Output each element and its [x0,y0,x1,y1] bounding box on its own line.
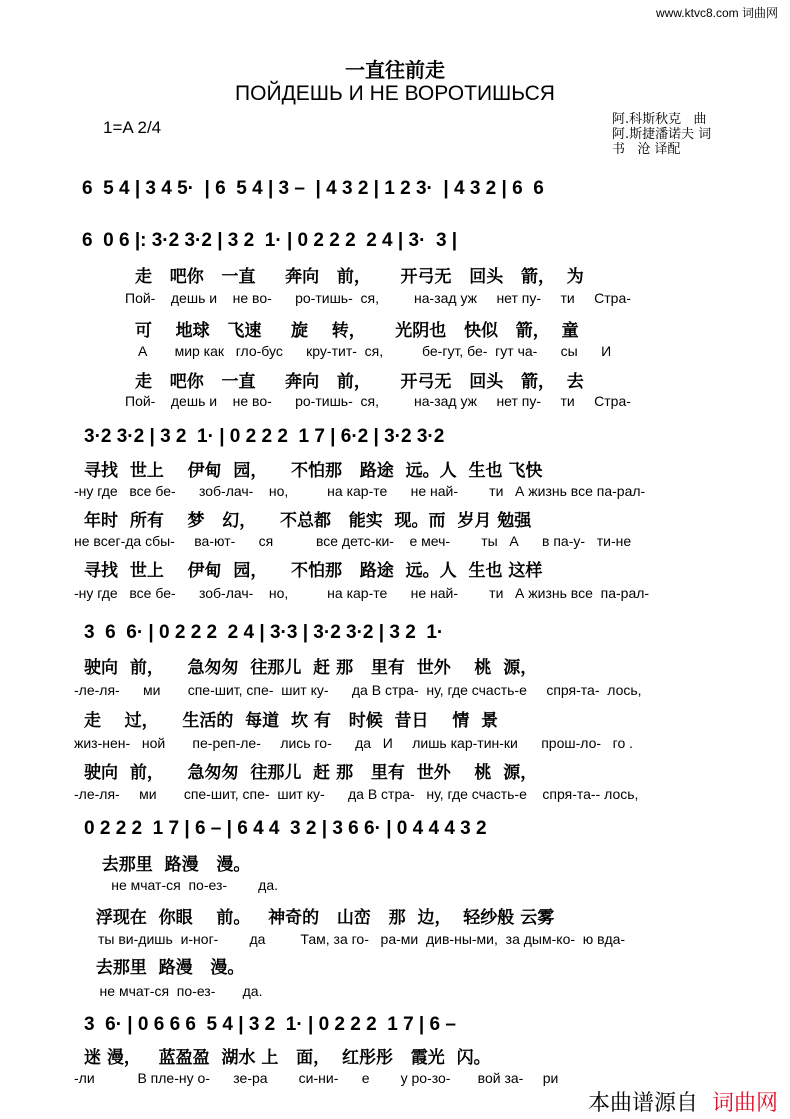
lyric-line: 年时 所有 梦 幻， 不总都 能实 现。而 岁月 勉强 [84,511,532,531]
notation-line: 3 6· | 0 6 6 6 5 4 | 3 2 1· | 0 2 2 2 1 7 | 6 – [84,1014,456,1035]
lyric-line: не всег-да сбы- ва-ют- ся все детс-ки- е меч- ты А в па-у- ти-не [74,533,632,549]
lyric-line: 驶向 前， 急匆匆 往那儿 赶 那 里有 世外 桃 源， [84,658,538,678]
lyric-line: 寻找 世上 伊甸 园， 不怕那 路途 远。人 生也 这样 [84,561,543,581]
song-title-chinese: 一直往前走 [345,58,445,82]
notation-line: 3 6 6· | 0 2 2 2 2 4 | 3·3 | 3·2 3·2 | 3 2 1· [84,622,444,643]
lyric-line: жиз-нен- ной пе-реп-ле- лись го- да И лишь кар-тин-ки прош-ло- го . [74,735,634,751]
lyric-line: ты ви-дишь и-ног- да Там, за го- ра-ми див-ны-ми, за дым-ко- ю вда- [98,931,626,947]
credits [612,112,711,157]
song-title-russian: ПОЙДЕШЬ И НЕ ВОРОТИШЬСЯ [235,82,555,105]
lyric-line: 浮现在 你眼 前。 神奇的 山峦 那 边， 轻纱般 云雾 [84,908,555,928]
lyric-line: 走 吧你 一直 奔向 前， 开弓无 回头 箭， 去 [135,372,584,392]
notation-line: 6 0 6 |: 3·2 3·2 | 3 2 1· | 0 2 2 2 2 4 | 3· 3 | [82,230,458,251]
credit-translation: 书 沧 译配 [612,142,681,157]
lyric-line: -ле-ля- ми спе-шит, спе- шит ку- да В стра- ну, где счасть-е спря-та- лось, [74,682,642,698]
notation-line: 3·2 3·2 | 3 2 1· | 0 2 2 2 1 7 | 6·2 | 3·2 3·2 [84,426,445,447]
lyric-line: не мчат-ся по-ез- да. [84,983,263,999]
notation-line: 6 5 4 | 3 4 5· | 6 5 4 | 3 – | 4 3 2 | 1 2 3· | 4 3 2 | 6 6 [82,178,544,199]
lyric-line: А мир как гло-бус кру-тит- ся, бе-гут, бе- гут ча- сы И [138,343,612,359]
footer-site-name[interactable]: 词曲网 [711,1091,778,1116]
lyric-line: -ле-ля- ми спе-шит, спе- шит ку- да В стра- ну, где счасть-е спря-та-- лось, [74,786,639,802]
lyric-line: 走 过， 生活的 每道 坎 有 时候 昔日 情 景 [84,711,499,731]
footer-source-text: 本曲谱源自 [587,1091,698,1116]
lyric-line: -ну где все бе- зоб-лач- но, на кар-те не най- ти А жизнь все па-рал- [74,585,650,601]
key-signature: 1=A 2/4 [103,118,162,137]
lyric-line: Пой- дешь и не во- ро-тишь- ся, на-зад уж нет пу- ти Стра- [125,393,631,409]
notation-line: 0 2 2 2 1 7 | 6 – | 6 4 4 3 2 | 3 6 6· | 0 4 4 4 3 2 [84,818,487,839]
credit-lyrics: 阿.斯捷潘诺夫 词 [612,127,712,142]
credit-music: 阿.科斯秋克 曲 [612,112,707,127]
site-watermark: www.ktvc8.com 词曲网 [655,6,778,20]
lyric-line: 去那里 路漫 漫。 [84,855,251,875]
lyric-line: -ну где все бе- зоб-лач- но, на кар-те не най- ти А жизнь все па-рал- [74,483,646,499]
lyric-line: Пой- дешь и не во- ро-тишь- ся, на-зад уж нет пу- ти Стра- [125,290,631,306]
lyric-line: 寻找 世上 伊甸 园， 不怕那 路途 远。人 生也 飞快 [84,461,543,481]
lyric-line: не мчат-ся по-ез- да. [84,877,279,893]
lyric-line: 驶向 前， 急匆匆 往那儿 赶 那 里有 世外 桃 源， [84,763,538,783]
lyric-line: 迷 漫， 蓝盈盈 湖水 上 面， 红彤彤 霞光 闪。 [84,1048,491,1068]
staff-1 [0,178,790,218]
lyric-line: 去那里 路漫 漫。 [84,958,245,978]
lyric-line: 可 地球 飞速 旋 转， 光阴也 快似 箭， 童 [135,321,579,341]
lyric-line: 走 吧你 一直 奔向 前， 开弓无 回头 箭， 为 [135,267,584,287]
lyric-line: -ли В пле-ну о- зе-ра си-ни- е у ро-зо- вой за- ри [74,1070,559,1086]
footer-source [588,1086,778,1117]
